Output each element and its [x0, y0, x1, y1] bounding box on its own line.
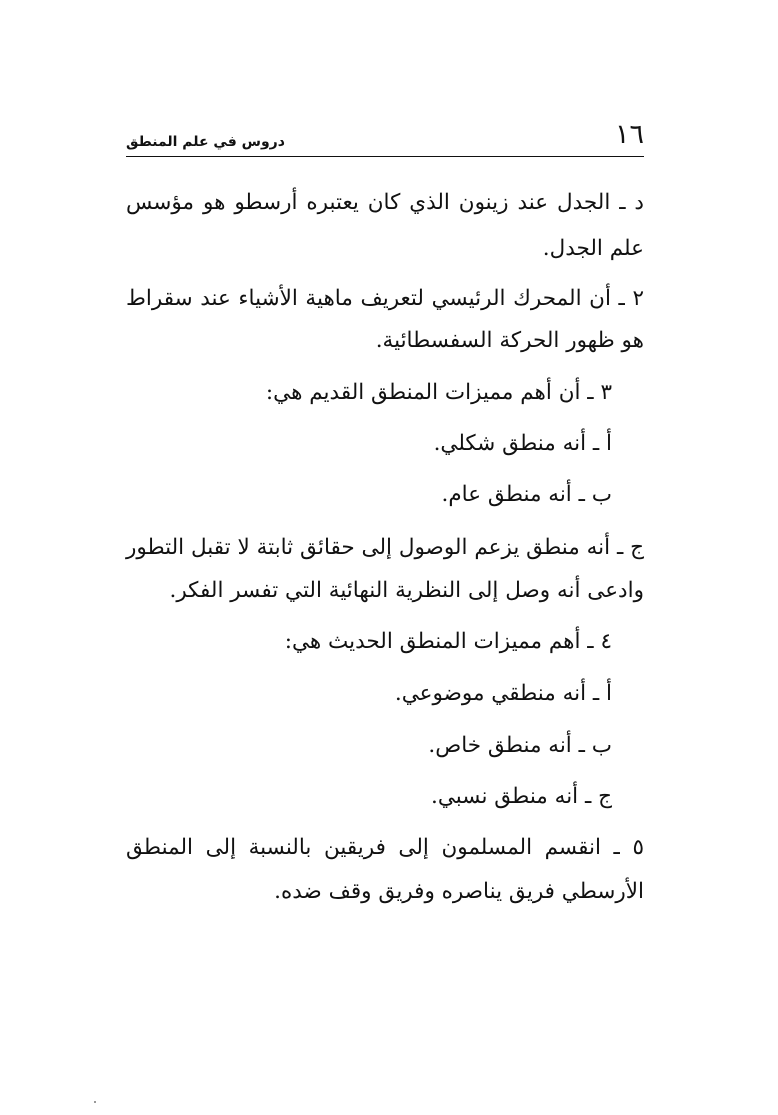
text-line: ٣ ـ أن أهم مميزات المنطق القديم هي: — [265, 380, 612, 405]
text-line: ج ـ أنه منطق يزعم الوصول إلى حقائق ثابتة لا تقبل التطور — [126, 535, 644, 560]
page-header — [126, 118, 644, 157]
text-line: علم الجدل. — [542, 236, 644, 261]
page-number: ١٦ — [614, 119, 644, 150]
text-line: ٥ ـ انقسم المسلمون إلى فريقين بالنسبة إلى المنطق — [126, 835, 644, 860]
text-line: ٤ ـ أهم مميزات المنطق الحديث هي: — [284, 629, 612, 654]
text-line: أ ـ أنه منطقي موضوعي. — [394, 681, 612, 706]
running-title: دروس في علم المنطق — [126, 134, 285, 150]
scan-speck — [94, 1101, 96, 1103]
text-line: الأرسطي فريق يناصره وفريق وقف ضده. — [274, 879, 644, 904]
text-line: ب ـ أنه منطق خاص. — [428, 733, 612, 758]
text-line: وادعى أنه وصل إلى النظرية النهائية التي تفسر الفكر. — [169, 578, 644, 603]
text-line: ج ـ أنه منطق نسبي. — [431, 784, 612, 809]
text-line: أ ـ أنه منطق شكلي. — [433, 431, 612, 456]
text-line: ب ـ أنه منطق عام. — [441, 482, 612, 507]
text-line: د ـ الجدل عند زينون الذي كان يعتبره أرسطو هو مؤسس — [126, 190, 644, 215]
text-line: ٢ ـ أن المحرك الرئيسي لتعريف ماهية الأشياء عند سقراط — [126, 286, 644, 311]
text-line: هو ظهور الحركة السفسطائية. — [375, 328, 644, 353]
